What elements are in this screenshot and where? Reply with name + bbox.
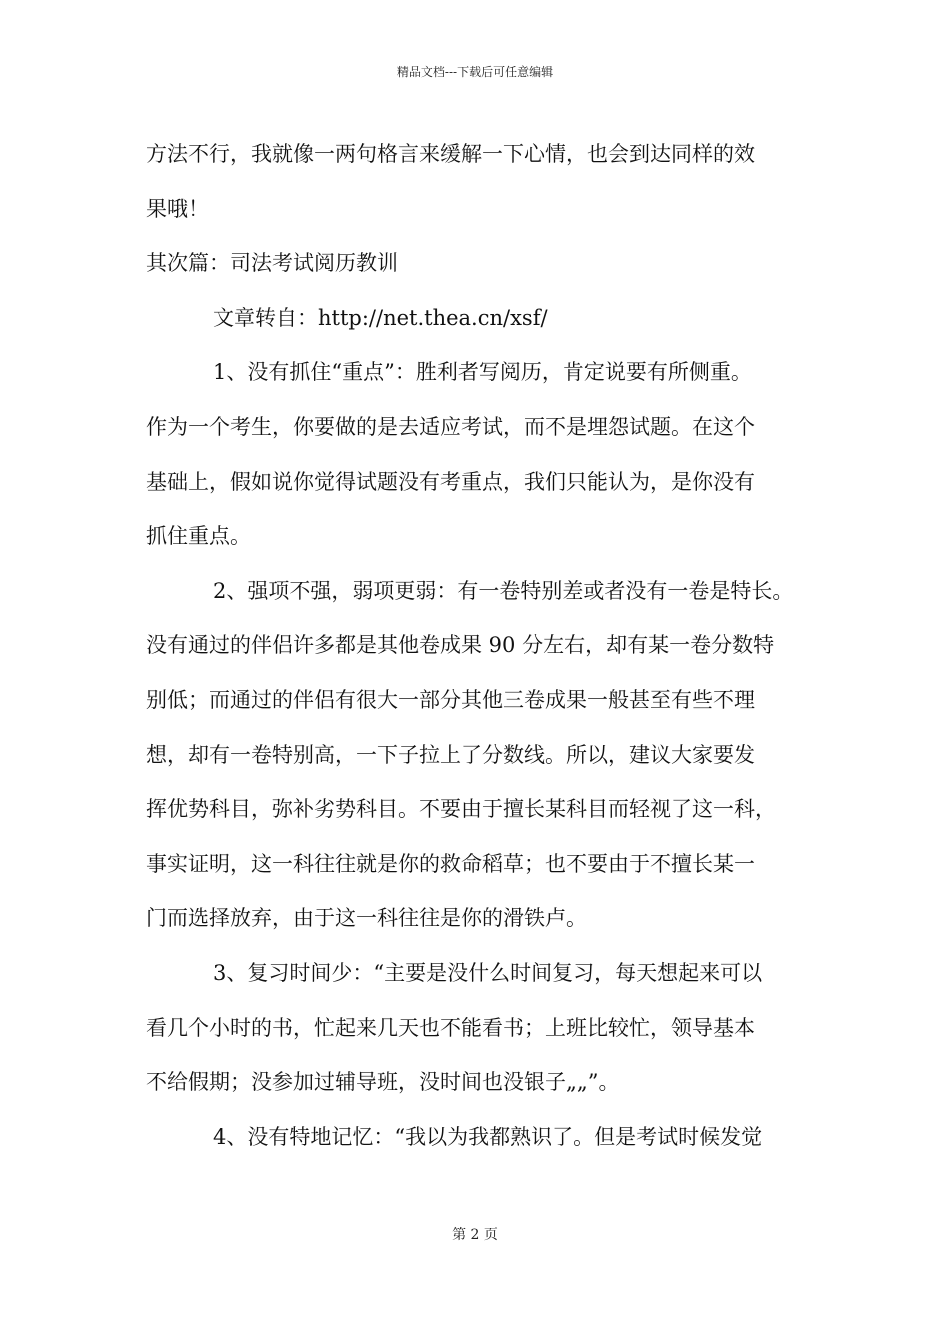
source-line: 文章转自：http://net.thea.cn/xsf/ bbox=[213, 305, 548, 330]
text-line: 想，却有一卷特别高，一下子拉上了分数线。所以，建议大家要发 bbox=[146, 742, 755, 767]
text-line: 4、没有特地记忆：“我以为我都熟识了。但是考试时候发觉 bbox=[213, 1124, 763, 1149]
page-header: 精品文档---下载后可任意编辑 bbox=[396, 65, 554, 79]
text-line: 1、没有抓住“重点”：胜利者写阅历，肯定说要有所侧重。 bbox=[213, 360, 752, 385]
text-line: 别低；而通过的伴侣有很大一部分其他三卷成果一般甚至有些不理 bbox=[146, 687, 755, 712]
text-line: 方法不行，我就像一两句格言来缓解一下心情，也会到达同样的效 bbox=[146, 142, 755, 166]
text-line: 门而选择放弃，由于这一科往往是你的滑铁卢。 bbox=[146, 906, 587, 931]
document-body bbox=[146, 127, 826, 1164]
section-heading: 其次篇：司法考试阅历教训 bbox=[146, 251, 398, 276]
text-line: 2、强项不强，弱项更弱：有一卷特别差或者没有一卷是特长。 bbox=[213, 578, 794, 603]
text-line: 3、复习时间少：“主要是没什么时间复习，每天想起来可以 bbox=[213, 960, 763, 985]
text-line: 果哦！ bbox=[146, 196, 209, 221]
text-line: 抓住重点。 bbox=[146, 524, 251, 549]
text-line: 基础上，假如说你觉得试题没有考重点，我们只能认为，是你没有 bbox=[146, 469, 755, 494]
text-line: 作为一个考生，你要做的是去适应考试，而不是埋怨试题。在这个 bbox=[146, 414, 755, 439]
page-number: 第 2 页 bbox=[452, 1227, 498, 1243]
text-line: 没有通过的伴侣许多都是其他卷成果 90 分左右，却有某一卷分数特 bbox=[146, 633, 775, 658]
text-line: 看几个小时的书，忙起来几天也不能看书；上班比较忙，领导基本 bbox=[146, 1015, 755, 1040]
text-line: 事实证明，这一科往往就是你的救命稻草；也不要由于不擅长某一 bbox=[146, 851, 755, 876]
text-line: 不给假期；没参加过辅导班，没时间也没银子„„”。 bbox=[146, 1070, 620, 1095]
text-line: 挥优势科目，弥补劣势科目。不要由于擅长某科目而轻视了这一科， bbox=[146, 797, 776, 822]
